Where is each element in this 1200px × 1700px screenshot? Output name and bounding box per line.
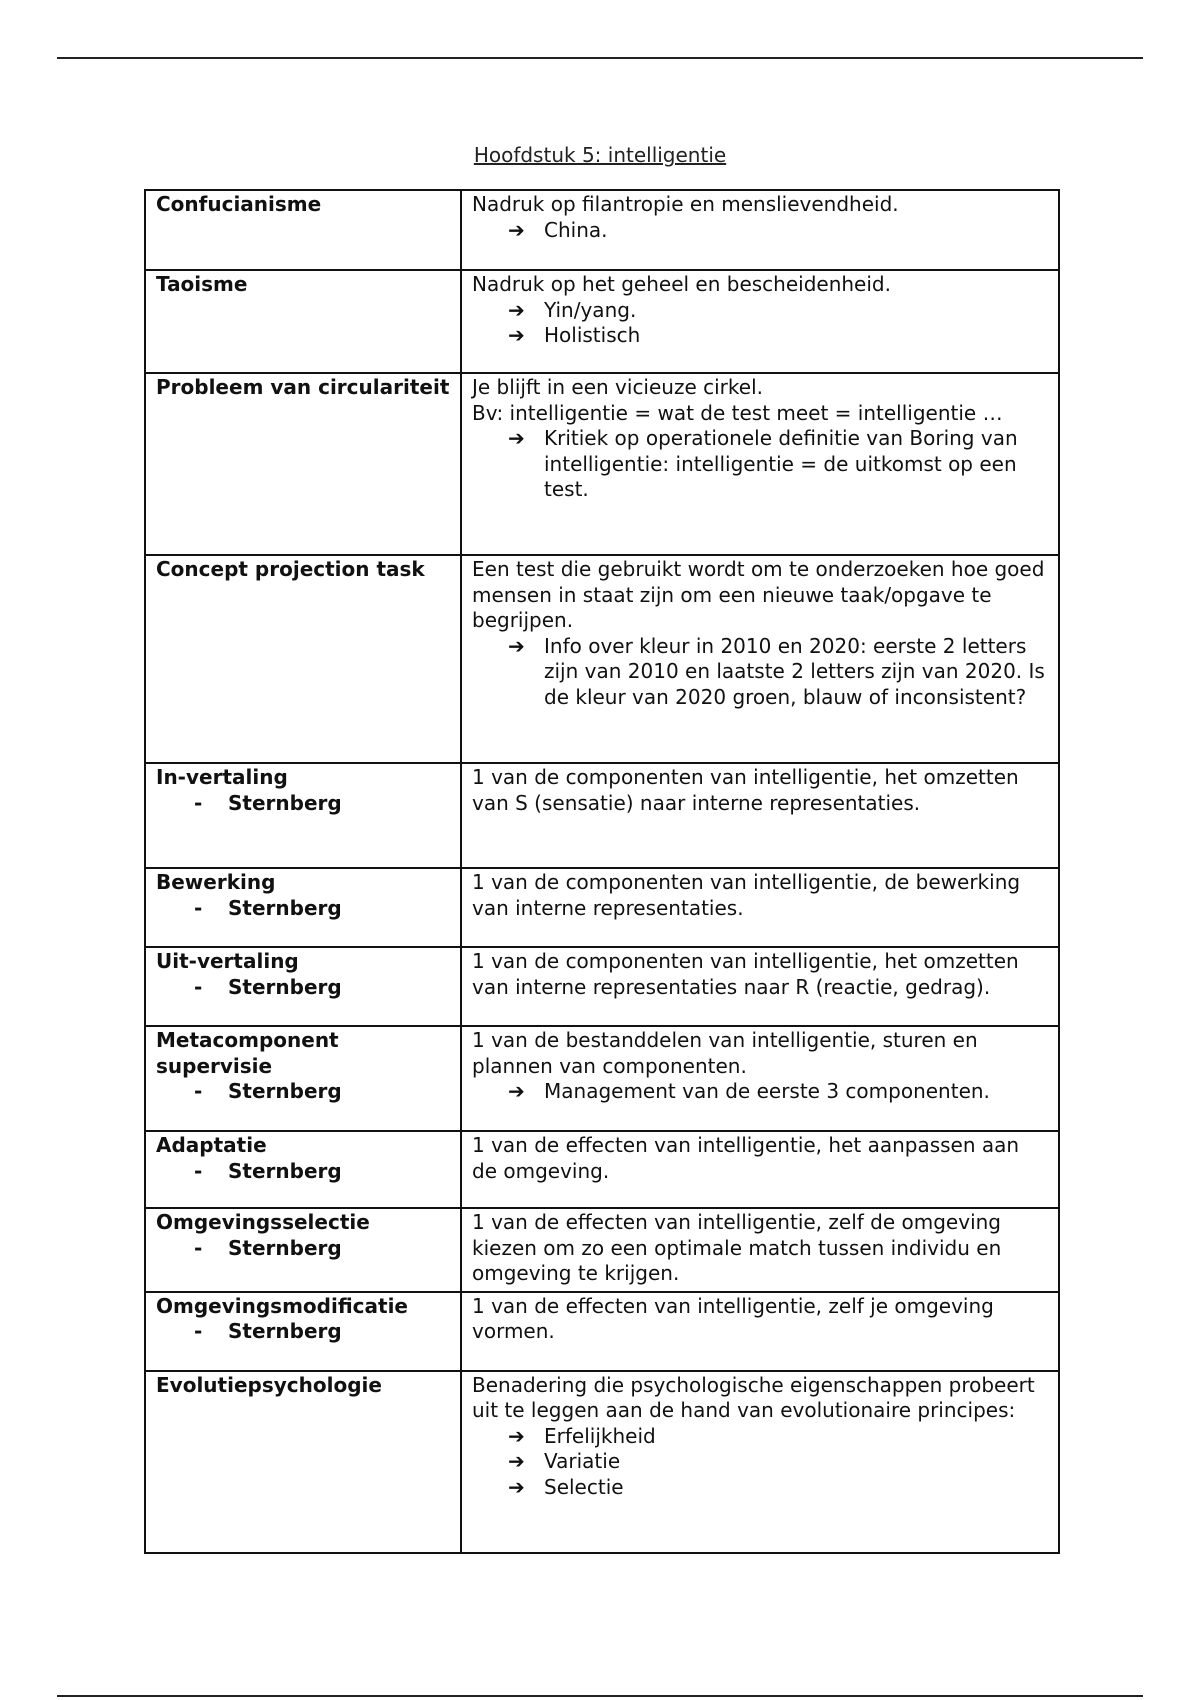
term-cell bbox=[145, 555, 461, 763]
term-cell bbox=[145, 947, 461, 1026]
footer-rule bbox=[57, 1695, 1143, 1697]
definition-text: Nadruk op het geheel en bescheidenheid. bbox=[472, 272, 891, 296]
definition-text: Benadering die psychologische eigenschappen probeert uit te leggen aan de hand van evolutionaire principes: bbox=[472, 1372, 1035, 1422]
table-row bbox=[145, 1131, 1059, 1208]
arrow-icon: ➔ bbox=[508, 1474, 525, 1499]
arrow-item: ➔ Erfelijkheid bbox=[508, 1423, 656, 1448]
term-source: - Sternberg bbox=[194, 1079, 342, 1103]
term-label: Bewerking bbox=[156, 870, 276, 894]
arrow-icon: ➔ bbox=[508, 1423, 525, 1448]
arrow-icon: ➔ bbox=[508, 1079, 525, 1103]
definition-text: 1 van de componenten van intelligentie, het omzetten van S (sensatie) naar interne representaties. bbox=[472, 765, 1019, 815]
term-source: - Sternberg bbox=[194, 974, 342, 999]
definition-cell bbox=[461, 1131, 1059, 1208]
term-label: Confucianisme bbox=[156, 192, 322, 216]
definition-text: 1 van de componenten van intelligentie, de bewerking van interne representaties. bbox=[472, 870, 1021, 920]
arrow-item: ➔ China. bbox=[508, 217, 608, 242]
term-cell bbox=[145, 1371, 461, 1553]
term-cell bbox=[145, 1208, 461, 1292]
term-label: Metacomponent supervisie bbox=[156, 1028, 339, 1078]
arrow-item: ➔ Kritiek op operationele definitie van Boring van intelligentie: intelligentie = de uitkomst op een test. bbox=[508, 426, 1018, 501]
table-row bbox=[145, 555, 1059, 763]
arrow-item: ➔ Yin/yang. bbox=[508, 297, 637, 322]
term-source: - Sternberg bbox=[194, 1235, 342, 1260]
definition-text: 1 van de effecten van intelligentie, zelf je omgeving vormen. bbox=[472, 1293, 994, 1343]
term-cell bbox=[145, 763, 461, 868]
term-label: Taoisme bbox=[156, 272, 248, 296]
term-source: - Sternberg bbox=[194, 1319, 342, 1343]
term-source: - Sternberg bbox=[194, 790, 342, 815]
definition-cell bbox=[461, 555, 1059, 763]
term-cell bbox=[145, 1131, 461, 1208]
definition-text: Een test die gebruikt wordt om te onderzoeken hoe goed mensen in staat zijn om een nieuwe taak/opgave te begrijpen. bbox=[472, 557, 1045, 632]
arrow-icon: ➔ bbox=[508, 633, 525, 658]
arrow-icon: ➔ bbox=[508, 1449, 525, 1473]
arrow-item: ➔ Selectie bbox=[508, 1474, 624, 1499]
definition-text: 1 van de bestanddelen van intelligentie, sturen en plannen van componenten. bbox=[472, 1028, 978, 1078]
definition-text: 1 van de componenten van intelligentie, het omzetten van interne representaties naar R (reactie, gedrag). bbox=[472, 949, 1019, 999]
definition-cell bbox=[461, 1371, 1059, 1553]
definition-text: 1 van de effecten van intelligentie, het aanpassen aan de omgeving. bbox=[472, 1133, 1020, 1183]
table-row bbox=[145, 1292, 1059, 1371]
definition-cell bbox=[461, 868, 1059, 947]
table-row bbox=[145, 373, 1059, 555]
term-cell bbox=[145, 190, 461, 270]
definition-cell bbox=[461, 1292, 1059, 1371]
definition-cell bbox=[461, 190, 1059, 270]
term-source: - Sternberg bbox=[194, 1158, 342, 1183]
definition-cell bbox=[461, 1026, 1059, 1131]
term-label: Probleem van circulariteit bbox=[156, 375, 450, 399]
table-row bbox=[145, 1026, 1059, 1131]
table-row bbox=[145, 190, 1059, 270]
definition-text: Bv: intelligentie = wat de test meet = intelligentie … bbox=[472, 400, 1003, 425]
definition-cell bbox=[461, 270, 1059, 373]
table-row bbox=[145, 947, 1059, 1026]
arrow-icon: ➔ bbox=[508, 323, 525, 347]
definition-text: 1 van de effecten van intelligentie, zelf de omgeving kiezen om zo een optimale match tussen individu en omgeving te krijgen. bbox=[472, 1210, 1002, 1285]
header-rule bbox=[57, 57, 1143, 59]
term-label: Uit-vertaling bbox=[156, 949, 299, 973]
term-label: Omgevingsmodificatie bbox=[156, 1293, 408, 1318]
term-cell bbox=[145, 270, 461, 373]
glossary-table bbox=[144, 189, 1060, 1554]
definition-cell bbox=[461, 373, 1059, 555]
term-label: In-vertaling bbox=[156, 765, 288, 789]
term-cell bbox=[145, 1026, 461, 1131]
definition-text: Nadruk op filantropie en menslievendheid. bbox=[472, 192, 899, 216]
arrow-item: ➔ Management van de eerste 3 componenten. bbox=[508, 1079, 990, 1103]
term-label: Omgevingsselectie bbox=[156, 1210, 370, 1234]
definition-cell bbox=[461, 947, 1059, 1026]
page-title: Hoofdstuk 5: intelligentie bbox=[473, 143, 727, 167]
term-cell bbox=[145, 373, 461, 555]
table-row bbox=[145, 868, 1059, 947]
arrow-icon: ➔ bbox=[508, 297, 525, 322]
arrow-icon: ➔ bbox=[508, 426, 525, 450]
arrow-item: ➔ Holistisch bbox=[508, 323, 641, 347]
term-label: Concept projection task bbox=[156, 557, 425, 581]
term-cell bbox=[145, 1292, 461, 1371]
arrow-item: ➔ Variatie bbox=[508, 1449, 621, 1473]
definition-text: Je blijft in een vicieuze cirkel. bbox=[472, 375, 763, 399]
table-row bbox=[145, 1208, 1059, 1292]
term-label: Evolutiepsychologie bbox=[156, 1372, 382, 1397]
table-row bbox=[145, 270, 1059, 373]
definition-cell bbox=[461, 1208, 1059, 1292]
arrow-icon: ➔ bbox=[508, 217, 525, 242]
table-row bbox=[145, 1371, 1059, 1553]
arrow-item: ➔ Info over kleur in 2010 en 2020: eerste 2 letters zijn van 2010 en laatste 2 letters zijn van 2020. Is de kleur van 2020 groen, blauw of inconsistent? bbox=[508, 633, 1045, 709]
term-label: Adaptatie bbox=[156, 1133, 267, 1157]
definition-cell bbox=[461, 763, 1059, 868]
table-row bbox=[145, 763, 1059, 868]
term-cell bbox=[145, 868, 461, 947]
term-source: - Sternberg bbox=[194, 895, 342, 920]
